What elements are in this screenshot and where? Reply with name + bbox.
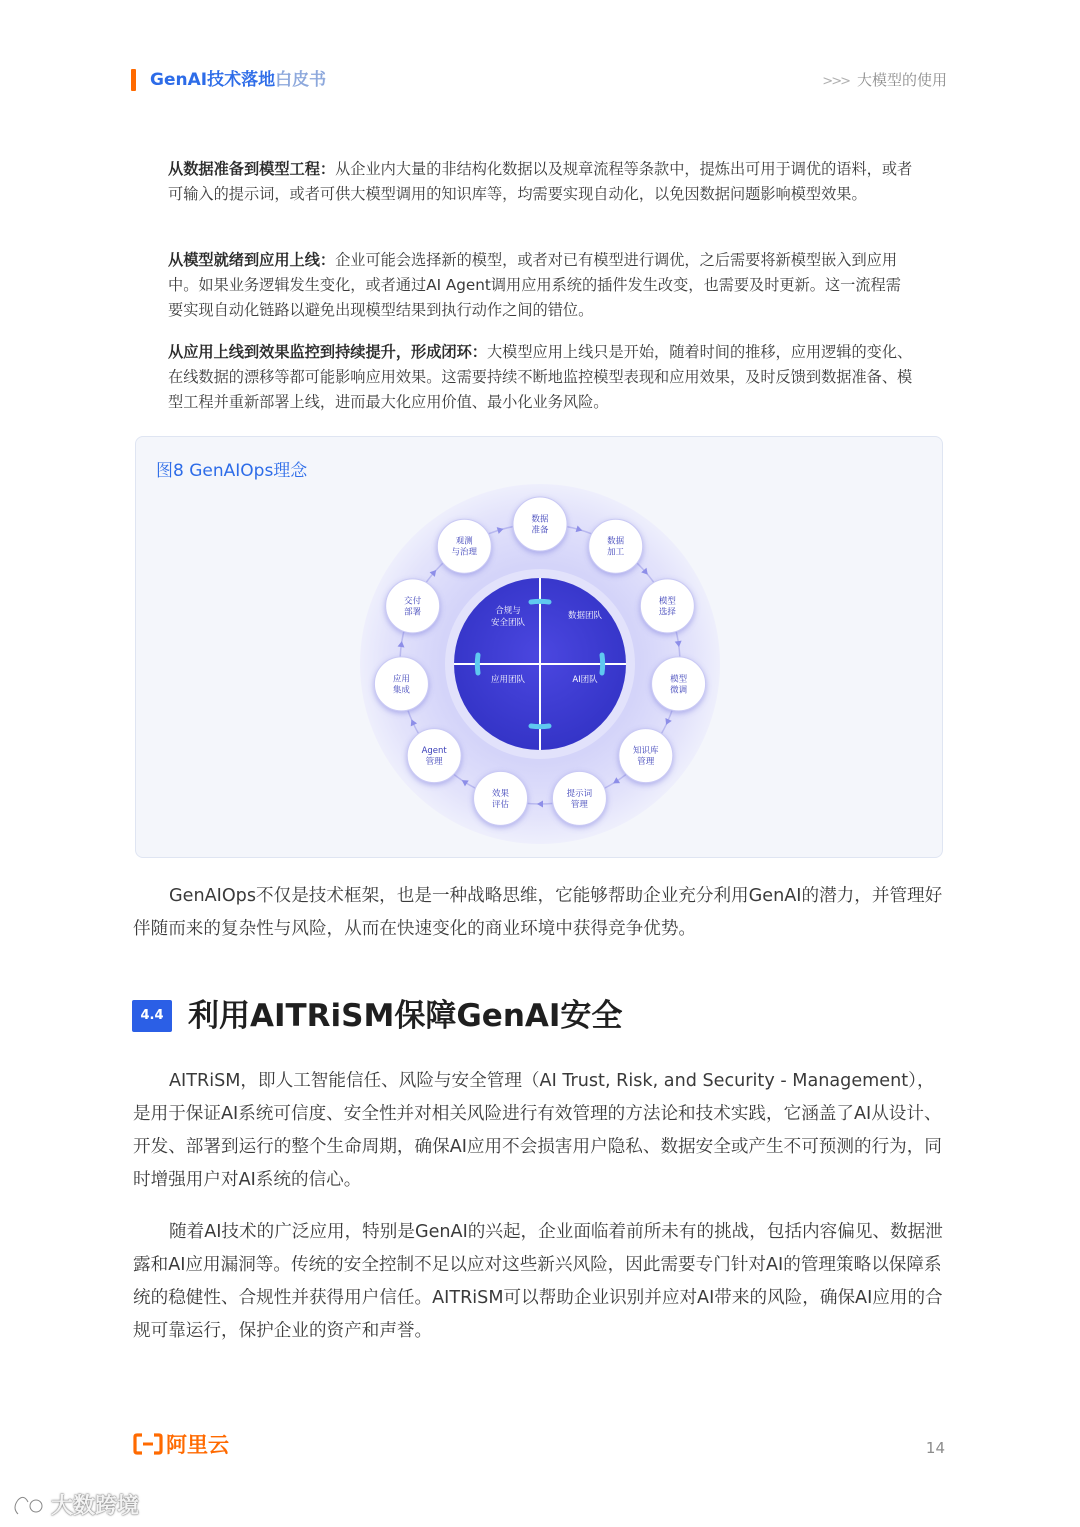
team-compliance-line2: 安全团队 bbox=[490, 618, 526, 628]
cycle-node-label: 管理 bbox=[637, 757, 655, 768]
paragraph-lead: 从模型就绪到应用上线： bbox=[168, 251, 336, 269]
cycle-node-label: 集成 bbox=[392, 685, 410, 696]
cycle-node bbox=[513, 497, 567, 551]
document-title bbox=[150, 69, 326, 91]
chevron-marker-icon: >>> bbox=[822, 74, 849, 89]
cycle-node bbox=[374, 657, 428, 711]
cycle-node-label: 评估 bbox=[492, 799, 510, 810]
document-title-tail: 白皮书 bbox=[275, 70, 327, 90]
cycle-node-label: 数据 bbox=[531, 514, 549, 525]
cycle-node-label: 管理 bbox=[425, 757, 443, 768]
core-arc-top bbox=[531, 601, 549, 602]
cycle-node-label: 加工 bbox=[607, 547, 625, 558]
genaiops-cycle-diagram bbox=[355, 484, 725, 854]
page-number: 14 bbox=[925, 1439, 945, 1457]
core-arc-left bbox=[477, 655, 478, 673]
document-title-main: GenAI技术落地 bbox=[150, 70, 276, 90]
cycle-node-label: 部署 bbox=[404, 607, 422, 618]
cycle-node-label: 数据 bbox=[607, 536, 625, 547]
cycle-node-label: 与治理 bbox=[451, 547, 478, 558]
cycle-node-label: 微调 bbox=[670, 685, 688, 696]
cycle-node-label: 知识库 bbox=[633, 746, 659, 757]
cycle-node bbox=[652, 657, 706, 711]
paragraph-body: 企业可能会选择新的模型，或者对已有模型进行调优，之后需要将新模型嵌入到应用中。如果业务逻辑发生变化，或者通过AI Agent调用应用系统的插件发生改变，也需要及时更新。这一流程需要实现自动化链路以避免出现模型结果到执行动作之间的错位。 bbox=[168, 251, 901, 319]
cycle-node-label: 模型 bbox=[670, 674, 688, 685]
cycle-node-label: 选择 bbox=[658, 607, 676, 618]
paragraph-aitrism-need bbox=[133, 1216, 948, 1348]
cycle-node-label: 准备 bbox=[531, 525, 549, 536]
paragraph-body: 大模型应用上线只是开始，随着时间的推移，应用逻辑的变化、在线数据的漂移等都可能影响应用效果。这需要持续不断地监控模型表现和应用效果，及时反馈到数据准备、模型工程并重新部署上线，进而最大化应用价值、最小化业务风险。 bbox=[168, 343, 913, 411]
cycle-node bbox=[386, 579, 440, 633]
cycle-node bbox=[407, 729, 461, 783]
cycle-node-label: 效果 bbox=[492, 788, 510, 799]
cycle-node-label: 提示词 bbox=[566, 788, 593, 799]
header-accent-bar bbox=[131, 69, 136, 91]
paragraph-aitrism-definition-text: AITRiSM，即人工智能信任、风险与安全管理（AI Trust, Risk, and Security - Management），是用于保证AI系统可信度、安全性并对相关风险进行有效管理的方法论和技术实践，它涵盖了AI从设计、开发、部署到运行的整个生命周期，确保AI应用不会损害用户隐私、数据安全或产生不可预测的行为，同时增强用户对AI系统的信心。 bbox=[133, 1071, 942, 1190]
core-arc-right bbox=[602, 655, 603, 673]
brand-name: 阿里云 bbox=[166, 1433, 229, 1457]
paragraph-model-to-app bbox=[168, 248, 913, 323]
paragraph-body: 从企业内大量的非结构化数据以及规章流程等条款中，提炼出可用于调优的语料，或者可输入的提示词，或者可供大模型调用的知识库等，均需要实现自动化，以免因数据问题影响模型效果。 bbox=[168, 160, 913, 203]
cycle-node bbox=[474, 771, 528, 825]
cycle-node bbox=[552, 771, 606, 825]
watermark-text: 大数跨境 bbox=[51, 1494, 140, 1519]
section-title: 利用AITRiSM保障GenAI安全 bbox=[188, 998, 623, 1034]
cycle-node-label: 管理 bbox=[570, 799, 588, 810]
cycle-node-label: 应用 bbox=[392, 674, 410, 685]
cycle-node bbox=[619, 729, 673, 783]
figure-title: 图8 GenAIOps理念 bbox=[156, 461, 308, 481]
cycle-node-label: 交付 bbox=[404, 596, 422, 607]
watermark-logo-icon bbox=[10, 1494, 50, 1520]
cycle-node bbox=[640, 579, 694, 633]
cycle-node-label: 模型 bbox=[658, 596, 676, 607]
team-application: 应用团队 bbox=[490, 675, 526, 685]
core-arc-bottom bbox=[531, 726, 549, 727]
cycle-node bbox=[437, 519, 491, 573]
paragraph-aitrism-need-text: 随着AI技术的广泛应用，特别是GenAI的兴起，企业面临着前所未有的挑战，包括内容偏见、数据泄露和AI应用漏洞等。传统的安全控制不足以应对这些新兴风险，因此需要专门针对AI的管理策略以保障系统的稳健性、合规性并获得用户信任。AITRiSM可以帮助企业识别并应对AI带来的风险，确保AI应用的合规可靠运行，保护企业的资产和声誉。 bbox=[133, 1222, 943, 1341]
section-number-badge: 4.4 bbox=[132, 1000, 172, 1032]
team-compliance-line1: 合规与 bbox=[495, 606, 521, 616]
team-ai: AI团队 bbox=[572, 675, 598, 685]
cycle-node-label: Agent bbox=[421, 746, 447, 757]
paragraph-genaiops bbox=[133, 880, 948, 946]
aliyun-logo-icon bbox=[133, 1433, 163, 1455]
paragraph-lead: 从应用上线到效果监控到持续提升，形成闭环： bbox=[168, 343, 487, 361]
cycle-node-label: 观测 bbox=[455, 536, 473, 547]
paragraph-data-to-model bbox=[168, 157, 913, 207]
paragraph-lead: 从数据准备到模型工程： bbox=[168, 160, 336, 178]
paragraph-genaiops-text: GenAIOps不仅是技术框架，也是一种战略思维，它能够帮助企业充分利用GenAI的潜力，并管理好伴随而来的复杂性与风险，从而在快速变化的商业环境中获得竞争优势。 bbox=[133, 886, 943, 939]
cycle-node bbox=[589, 519, 643, 573]
paragraph-aitrism-definition bbox=[133, 1065, 948, 1197]
chapter-name: 大模型的使用 bbox=[856, 71, 947, 89]
chapter-indicator bbox=[822, 69, 947, 93]
team-data: 数据团队 bbox=[567, 611, 603, 621]
paragraph-app-to-loop bbox=[168, 340, 913, 415]
